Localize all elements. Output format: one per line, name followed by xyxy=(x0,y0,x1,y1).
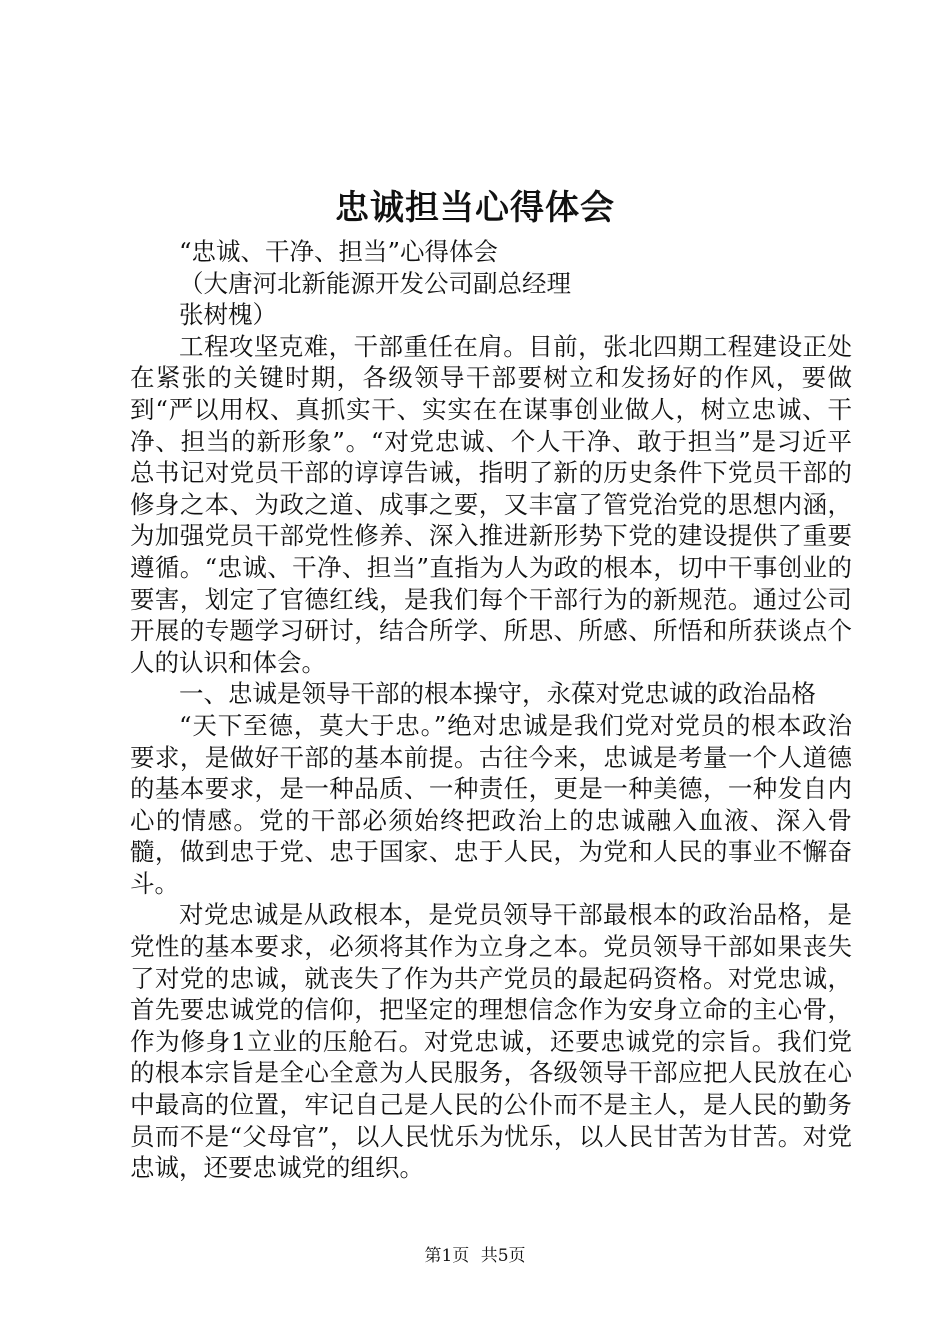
section-heading: 一、忠诚是领导干部的根本操守，永葆对党忠诚的政治品格 xyxy=(179,679,816,709)
page-footer xyxy=(0,1245,950,1267)
paragraph: “天下至德，莫大于忠。”绝对忠诚是我们党对党员的根本政治要求，是做好干部的基本前提。古往今来，忠诚是考量一个人道德的基本要求，是一种品质、一种责任，更是一种美德，一种发自内心的情感。党的干部必须始终把政治上的忠诚融入血液、深入骨髓，做到忠于党、忠于国家、忠于人民，为党和人民的事业不懈奋斗。 xyxy=(130,710,852,898)
paragraph: 工程攻坚克难，干部重任在肩。目前，张北四期工程建设正处在紧张的关键时期，各级领导干部要树立和发扬好的作风，要做到“严以用权、真抓实干、实实在在谋事创业做人，树立忠诚、干净、担当的新形象”。“对党忠诚、个人干净、敢于担当”是习近平总书记对党员干部的谆谆告诫，指明了新的历史条件下党员干部的修身之本、为政之道、成事之要，又丰富了管党治党的思想内涵，为加强党员干部党性修养、深入推进新形势下党的建设提供了重要遵循。“忠诚、干净、担当”直指为人为政的根本，切中干事创业的要害，划定了官德红线，是我们每个干部行为的新规范。通过公司开展的专题学习研讨，结合所学、所思、所感、所悟和所获谈点个人的认识和体会。 xyxy=(130,331,852,677)
paragraph: 对党忠诚是从政根本，是党员领导干部最根本的政治品格，是党性的基本要求，必须将其作为立身之本。党员领导干部如果丧失了对党的忠诚，就丧失了作为共产党员的最起码资格。对党忠诚，首先要忠诚党的信仰，把坚定的理想信念作为安身立命的主心骨，作为修身1立业的压舱石。对党忠诚，还要忠诚党的宗旨。我们党的根本宗旨是全心全意为人民服务，各级领导干部应把人民放在心中最高的位置，牢记自己是人民的公仆而不是主人，是人民的勤务员而不是“父母官”，以人民忧乐为忧乐，以人民甘苦为甘苦。对党忠诚，还要忠诚党的组织。 xyxy=(130,900,852,1183)
page-number: 第1页 xyxy=(424,1246,470,1266)
page-total: 共5页 xyxy=(480,1246,526,1266)
document-title: 忠诚担当心得体会 xyxy=(335,188,615,228)
document-body xyxy=(130,236,852,1184)
subtitle-line: “忠诚、干净、担当”心得体会 xyxy=(179,237,499,266)
author-name: 张树槐） xyxy=(179,300,277,330)
author-affiliation: （大唐河北新能源开发公司副总经理 xyxy=(179,268,571,298)
